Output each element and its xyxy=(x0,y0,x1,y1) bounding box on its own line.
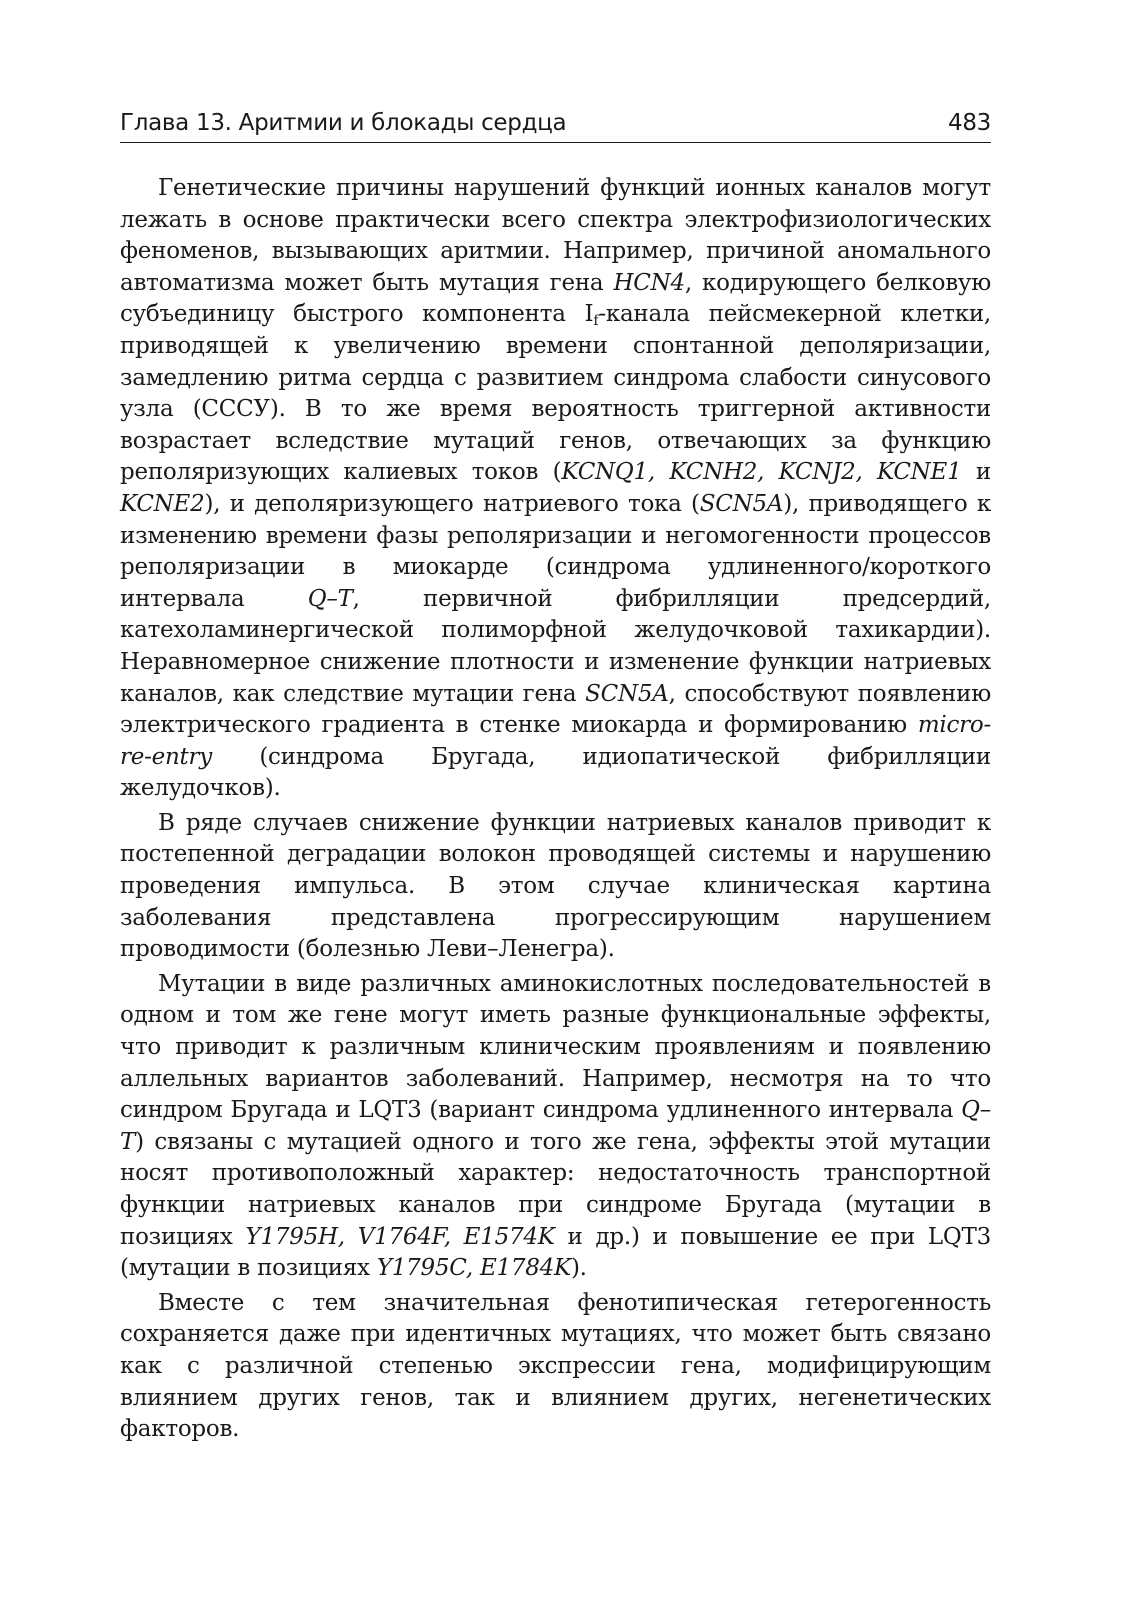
text-run: -канала пейсмекерной клетки, приводящей к увеличению времени спонтанной деполяризации, замедлению ритма сердца с развитием синдрома слабости синусового узла (СССУ). В то же время вероятность триггерной активности возрастает вследствие мутаций генов, отвечающих за функцию реполяризующих калиевых токов ( xyxy=(120,301,991,486)
text-run: Вместе с тем значительная фенотипическая гетерогенность сохраняется даже при идентичных мутациях, что может быть связано как с различной степенью экспрессии гена, модифицирующим влиянием других генов, так и влиянием других, негенетических факторов. xyxy=(120,1289,991,1443)
text-run: В ряде случаев снижение функции натриевых каналов приводит к постепенной деградации волокон проводящей системы и нарушению проведения импульса. В этом случае клиническая картина заболевания представлена прогрессирующим нарушением проводимости (болезнью Леви–Ленегра). xyxy=(120,809,991,963)
subscript: f xyxy=(593,313,599,330)
paragraph xyxy=(120,808,991,966)
italic-term: HCN4 xyxy=(613,269,685,296)
italic-term: Y1795C, E1784K xyxy=(376,1255,571,1282)
paragraph xyxy=(120,1288,991,1446)
italic-term: KCNQ1, KCNH2, KCNJ2, KCNE1 xyxy=(561,459,962,486)
italic-term: SCN5A xyxy=(585,680,669,707)
text-run: ), и деполяризующего натриевого тока ( xyxy=(204,490,700,517)
text-run: , кодирующего белковую субъединицу быстрого компонента I xyxy=(120,269,991,328)
book-page xyxy=(120,108,991,1446)
italic-term: micro-re-entry xyxy=(120,712,991,770)
text-run: и xyxy=(961,459,992,486)
text-run: ). xyxy=(570,1255,587,1282)
body-text xyxy=(120,173,991,1446)
italic-term: Y1795H, V1764F, E1574K xyxy=(245,1223,555,1250)
page-number: 483 xyxy=(948,110,991,136)
italic-term: KCNE2 xyxy=(120,490,205,517)
running-header xyxy=(120,108,991,143)
text-run: , способствуют появлению электрического градиента в стенке миокарда и формированию xyxy=(120,680,991,739)
paragraph xyxy=(120,969,991,1285)
text-run: Мутации в виде различных аминокислотных последовательностей в одном и том же гене могут иметь разные функциональные эффекты, что приводит к различным клиническим проявлениям и появлению аллельных вариантов заболеваний. Например, несмотря на то что синдром Бругада и LQT3 (вариант синдрома удлиненного интервала xyxy=(120,970,991,1124)
italic-term: SCN5A xyxy=(699,490,784,517)
text-run: Генетические причины нарушений функций ионных каналов могут лежать в основе практически всего спектра электрофизиологических феноменов, вызывающих аритмии. Например, причиной аномального автоматизма может быть мутация гена xyxy=(120,175,991,296)
text-run: (синдрома Бругада, идиопатической фибрилляции желудочков). xyxy=(120,743,991,802)
text-run: и др.) и повышение ее при LQT3 (мутации в позициях xyxy=(120,1223,991,1282)
text-run: ) связаны с мутацией одного и того же гена, эффекты этой мутации носят противоположный характер: недостаточность транспортной функции натриевых каналов при синдроме Бругада (мутации в позициях xyxy=(120,1128,991,1250)
text-run: ), приводящего к изменению времени фазы реполяризации и негомогенности процессов реполяризации в миокарде (синдрома удлиненного/короткого интервала xyxy=(120,490,991,612)
text-run: , первичной фибрилляции предсердий, катехоламинергической полиморфной желудочковой тахикардии). Неравномерное снижение плотности и изменение функции натриевых каналов, как следствие мутации гена xyxy=(120,585,991,707)
italic-term: Q–T xyxy=(120,1097,991,1155)
paragraph xyxy=(120,173,991,805)
italic-term: Q–T xyxy=(307,585,353,612)
chapter-title: Глава 13. Аритмии и блокады сердца xyxy=(120,110,567,136)
